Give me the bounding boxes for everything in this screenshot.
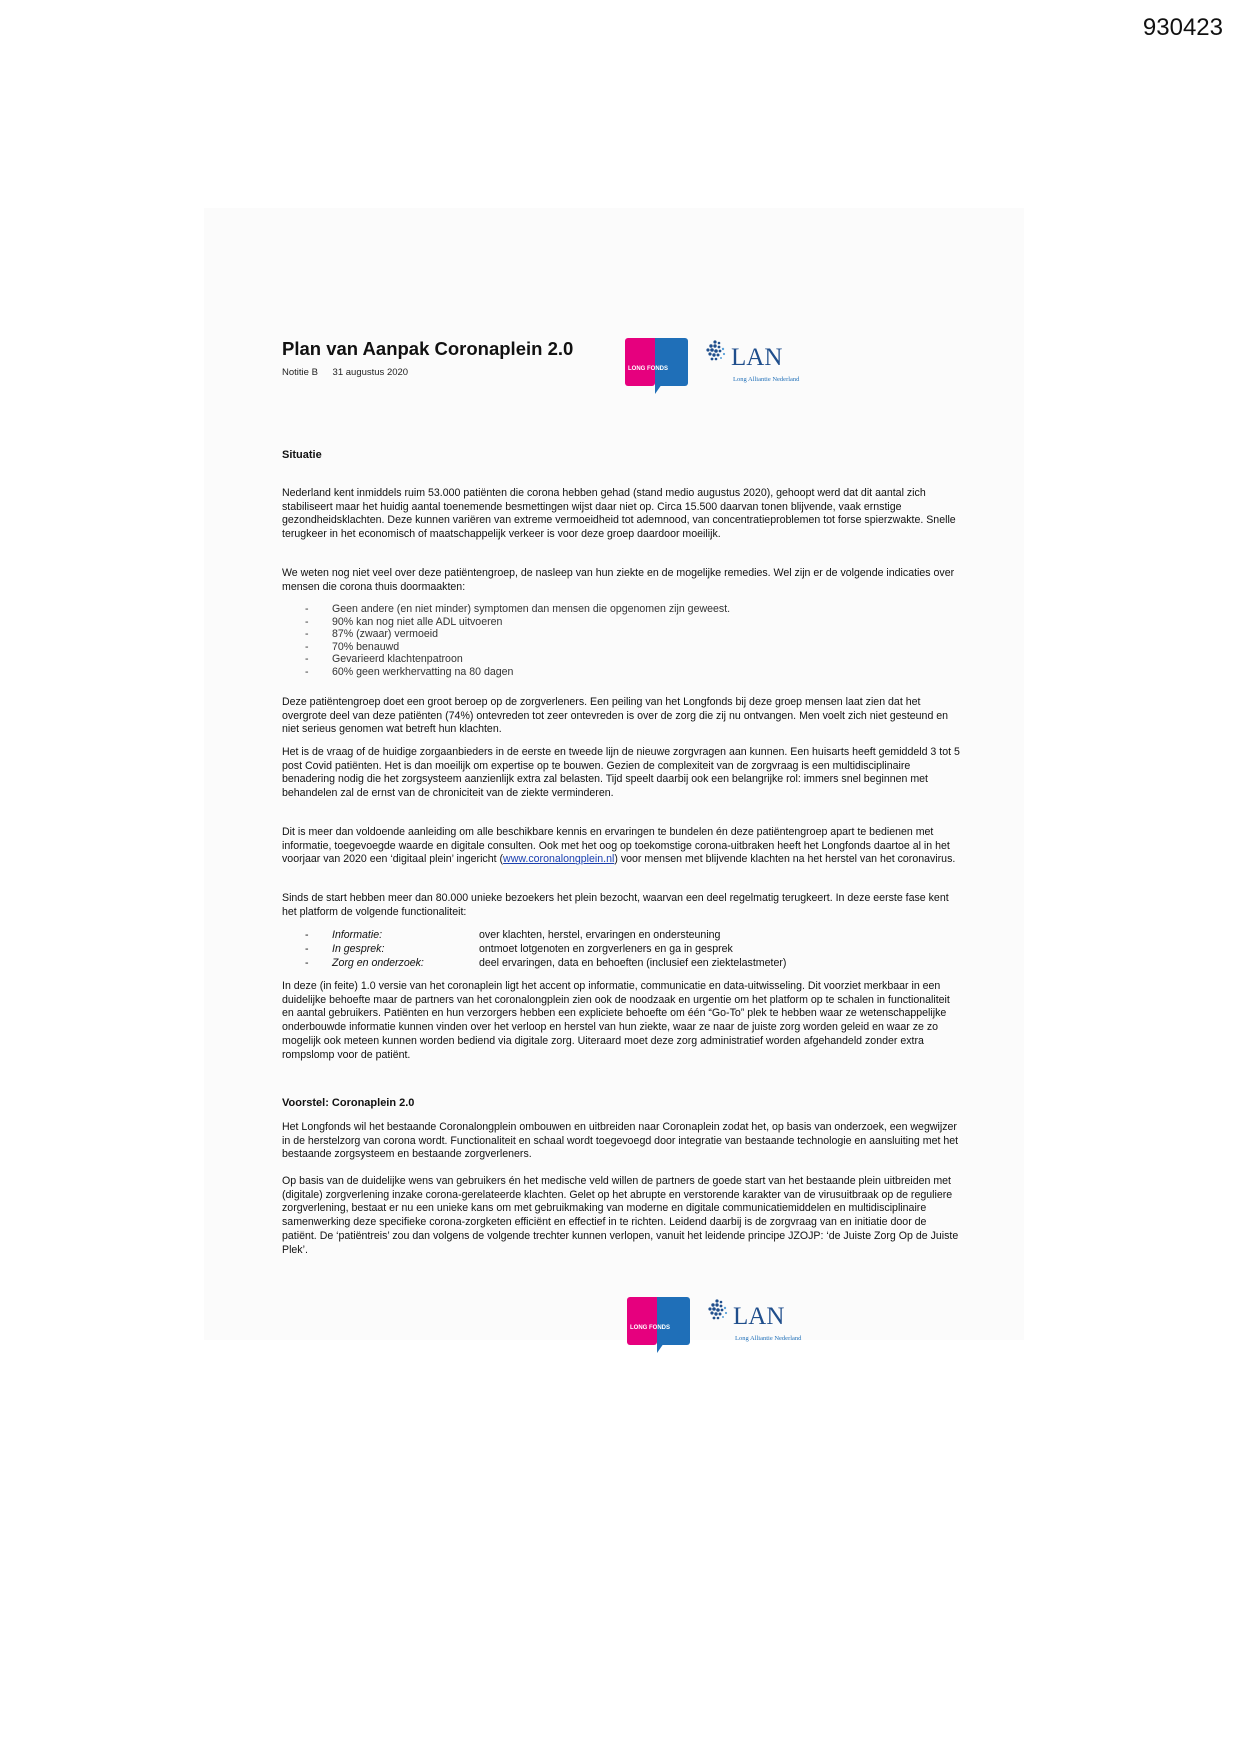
partner-logos-bottom xyxy=(627,1297,823,1355)
note-label: Notitie B xyxy=(282,367,318,378)
lan-logo-name: LAN xyxy=(733,1303,785,1330)
functionality-term: - Zorg en onderzoek: xyxy=(332,957,424,969)
paragraph: Op basis van de duidelijke wens van gebruikers én het medische veld willen de partners de goede start van het bestaande plein uitbreiden met (digitale) zorgverlening inzake corona-gerelateerde klachten. Gelet op het abrupte en verstorende karakter van de virusuitbraak op de reguliere zorgverlening, bestaat er nu een unieke kans om met gebruikmaking van moderne en digitale communicatiemiddelen en multidisciplinaire samenwerking deze specifieke corona-zorgketen efficiënt en effectief in te richten. Leidend daarbij is de zorgvraag van en initiatie door de patiënt. De ‘patiëntreis’ zou dan volgens de volgende trechter kunnen verlopen, vanuit het leidende principe JZOJP: ‘de Juiste Zorg Op de Juiste Plek’. xyxy=(282,1175,959,1256)
functionality-desc: over klachten, herstel, ervaringen en ondersteuning xyxy=(479,929,721,941)
longfonds-logo-text: LONG FONDS xyxy=(630,1325,670,1331)
coronalongplein-link[interactable]: www.coronalongplein.nl xyxy=(503,853,615,866)
paragraph: Sinds de start hebben meer dan 80.000 unieke bezoekers het plein bezocht, waarvan een deel regelmatig terugkeert. In deze eerste fase kent het platform de volgende functionaliteit: xyxy=(282,892,949,918)
list-item xyxy=(305,928,786,942)
list-item: - 60% geen werkhervatting na 80 dagen xyxy=(305,666,730,679)
lan-dots-icon xyxy=(707,1299,731,1321)
list-item: - Gevarieerd klachtenpatroon xyxy=(305,653,730,666)
section-heading-situatie: Situatie xyxy=(282,449,322,461)
lan-logo xyxy=(705,338,821,386)
text-span: ) voor mensen met blijvende klachten na het herstel van het coronavirus. xyxy=(614,853,956,866)
lan-logo-name: LAN xyxy=(731,344,783,371)
list-item: - 70% benauwd xyxy=(305,641,730,654)
paragraph: Het Longfonds wil het bestaande Coronalongplein ombouwen en uitbreiden naar Coronaplein zodat het, op basis van onderzoek, een wegwijzer in de herstelzorg van corona wordt. Functionaliteit en schaal wordt toegevoegd door integratie van bestaande technologie en aansluiting met het bestaande zorgsysteem en bestaande zorgverleners. xyxy=(282,1121,959,1161)
partner-logos-top xyxy=(625,338,821,396)
paragraph: In deze (in feite) 1.0 versie van het coronaplein ligt het accent op informatie, communicatie en data-uitwisseling. Dit voorziet merkbaar in een duidelijke behoefte maar de partners van het coronalongplein zien ook de noodzaak en urgentie om het platform op te schalen in functionaliteit en aantal gebruikers. Patiënten en hun verzorgers hebben een expliciete behoefte om één “Go-To” plek te hebben waar ze wetenschappelijke onderbouwde informatie kunnen vinden over het verloop en herstel van hun ziekte, waar ze naar de juiste zorg worden geleid en waar ze zo mogelijk ook meteen kunnen worden bediend via digitale zorg. Uiteraard moet deze zorg administratief worden afgehandeld zonder extra rompslomp voor de patiënt. xyxy=(282,980,950,1061)
document-date: 31 augustus 2020 xyxy=(332,367,409,378)
paragraph: Het is de vraag of de huidige zorgaanbieders in de eerste en tweede lijn de nieuwe zorgvragen aan kunnen. Een huisarts heeft gemiddeld 3 tot 5 post Covid patiënten. Het is dan moeilijk om expertise op te bouwen. Gezien de complexiteit van de zorgvraag is een multidisciplinaire benadering nodig die het zorgsysteem aanzienlijk extra zal belasten. Tijd speelt daarbij ook een belangrijke rol: immers snel beginnen met behandelen zal de ernst van de chroniciteit van de ziekte verminderen. xyxy=(282,746,960,800)
paragraph: We weten nog niet veel over deze patiëntengroep, de nasleep van hun ziekte en de mogelijke remedies. Wel zijn er de volgende indicaties over mensen die corona thuis doormaakten: xyxy=(282,567,955,593)
document-subtitle xyxy=(282,367,408,378)
paragraph xyxy=(282,826,964,867)
paragraph: Nederland kent inmiddels ruim 53.000 patiënten die corona hebben gehad (stand medio augustus 2020), gehoopt werd dat dit aantal zich stabiliseert maar het huidig aantal toenemende besmettingen wijst daar niet op. Circa 15.500 daarvan tonen blijvende, vaak ernstige gezondheidsklachten. Deze kunnen variëren van extreme vermoeidheid tot ademnood, van concentratieproblemen tot forse spierzwakte. Snelle terugkeer in het economisch of maatschappelijk verkeer is voor deze groep daardoor moeilijk. xyxy=(282,487,956,541)
functionality-term: - In gesprek: xyxy=(332,943,385,955)
longfonds-logo xyxy=(627,1297,693,1355)
list-item: - 87% (zwaar) vermoeid xyxy=(305,628,730,641)
longfonds-logo xyxy=(625,338,691,396)
functionality-desc: ontmoet lotgenoten en zorgverleners en ga in gesprek xyxy=(479,943,733,955)
document-id: 930423 xyxy=(1142,14,1223,41)
list-item: - Geen andere (en niet minder) symptomen dan mensen die opgenomen zijn geweest. xyxy=(305,603,730,616)
list-item xyxy=(305,956,786,970)
functionality-list xyxy=(305,928,786,970)
list-item xyxy=(305,942,786,956)
lan-logo xyxy=(707,1297,823,1345)
lan-logo-fullname: Long Alliantie Nederland xyxy=(735,1335,802,1342)
functionality-desc: deel ervaringen, data en behoeften (inclusief een ziektelastmeter) xyxy=(479,957,787,969)
section-heading-voorstel: Voorstel: Coronaplein 2.0 xyxy=(282,1097,415,1109)
lan-dots-icon xyxy=(705,340,729,362)
longfonds-logo-text: LONG FONDS xyxy=(628,366,668,372)
page-title: Plan van Aanpak Coronaplein 2.0 xyxy=(282,338,574,359)
indications-list xyxy=(305,603,730,679)
paragraph: Deze patiëntengroep doet een groot beroep op de zorgverleners. Een peiling van het Longfonds bij deze groep mensen laat zien dat het overgrote deel van deze patiënten (74%) ontevreden tot zeer ontevreden is over de zorg die zij nu ontvangen. Men voelt zich niet gesteund en niet serieus genomen wat betreft hun klachten. xyxy=(282,696,949,736)
functionality-term: - Informatie: xyxy=(332,929,383,941)
lan-logo-fullname: Long Alliantie Nederland xyxy=(733,376,800,383)
list-item: - 90% kan nog niet alle ADL uitvoeren xyxy=(305,616,730,629)
text-span: Dit is meer dan voldoende aanleiding om alle beschikbare kennis en ervaringen te bundelen én deze patiëntengroep apart te bedienen met informatie, toegevoegde waarde en digitale consulten. Ook met het oog op toekomstige corona-uitbraken heeft het Longfonds daartoe al in het voorjaar van 2020 een ‘digitaal plein’ ingericht ( xyxy=(282,826,950,866)
